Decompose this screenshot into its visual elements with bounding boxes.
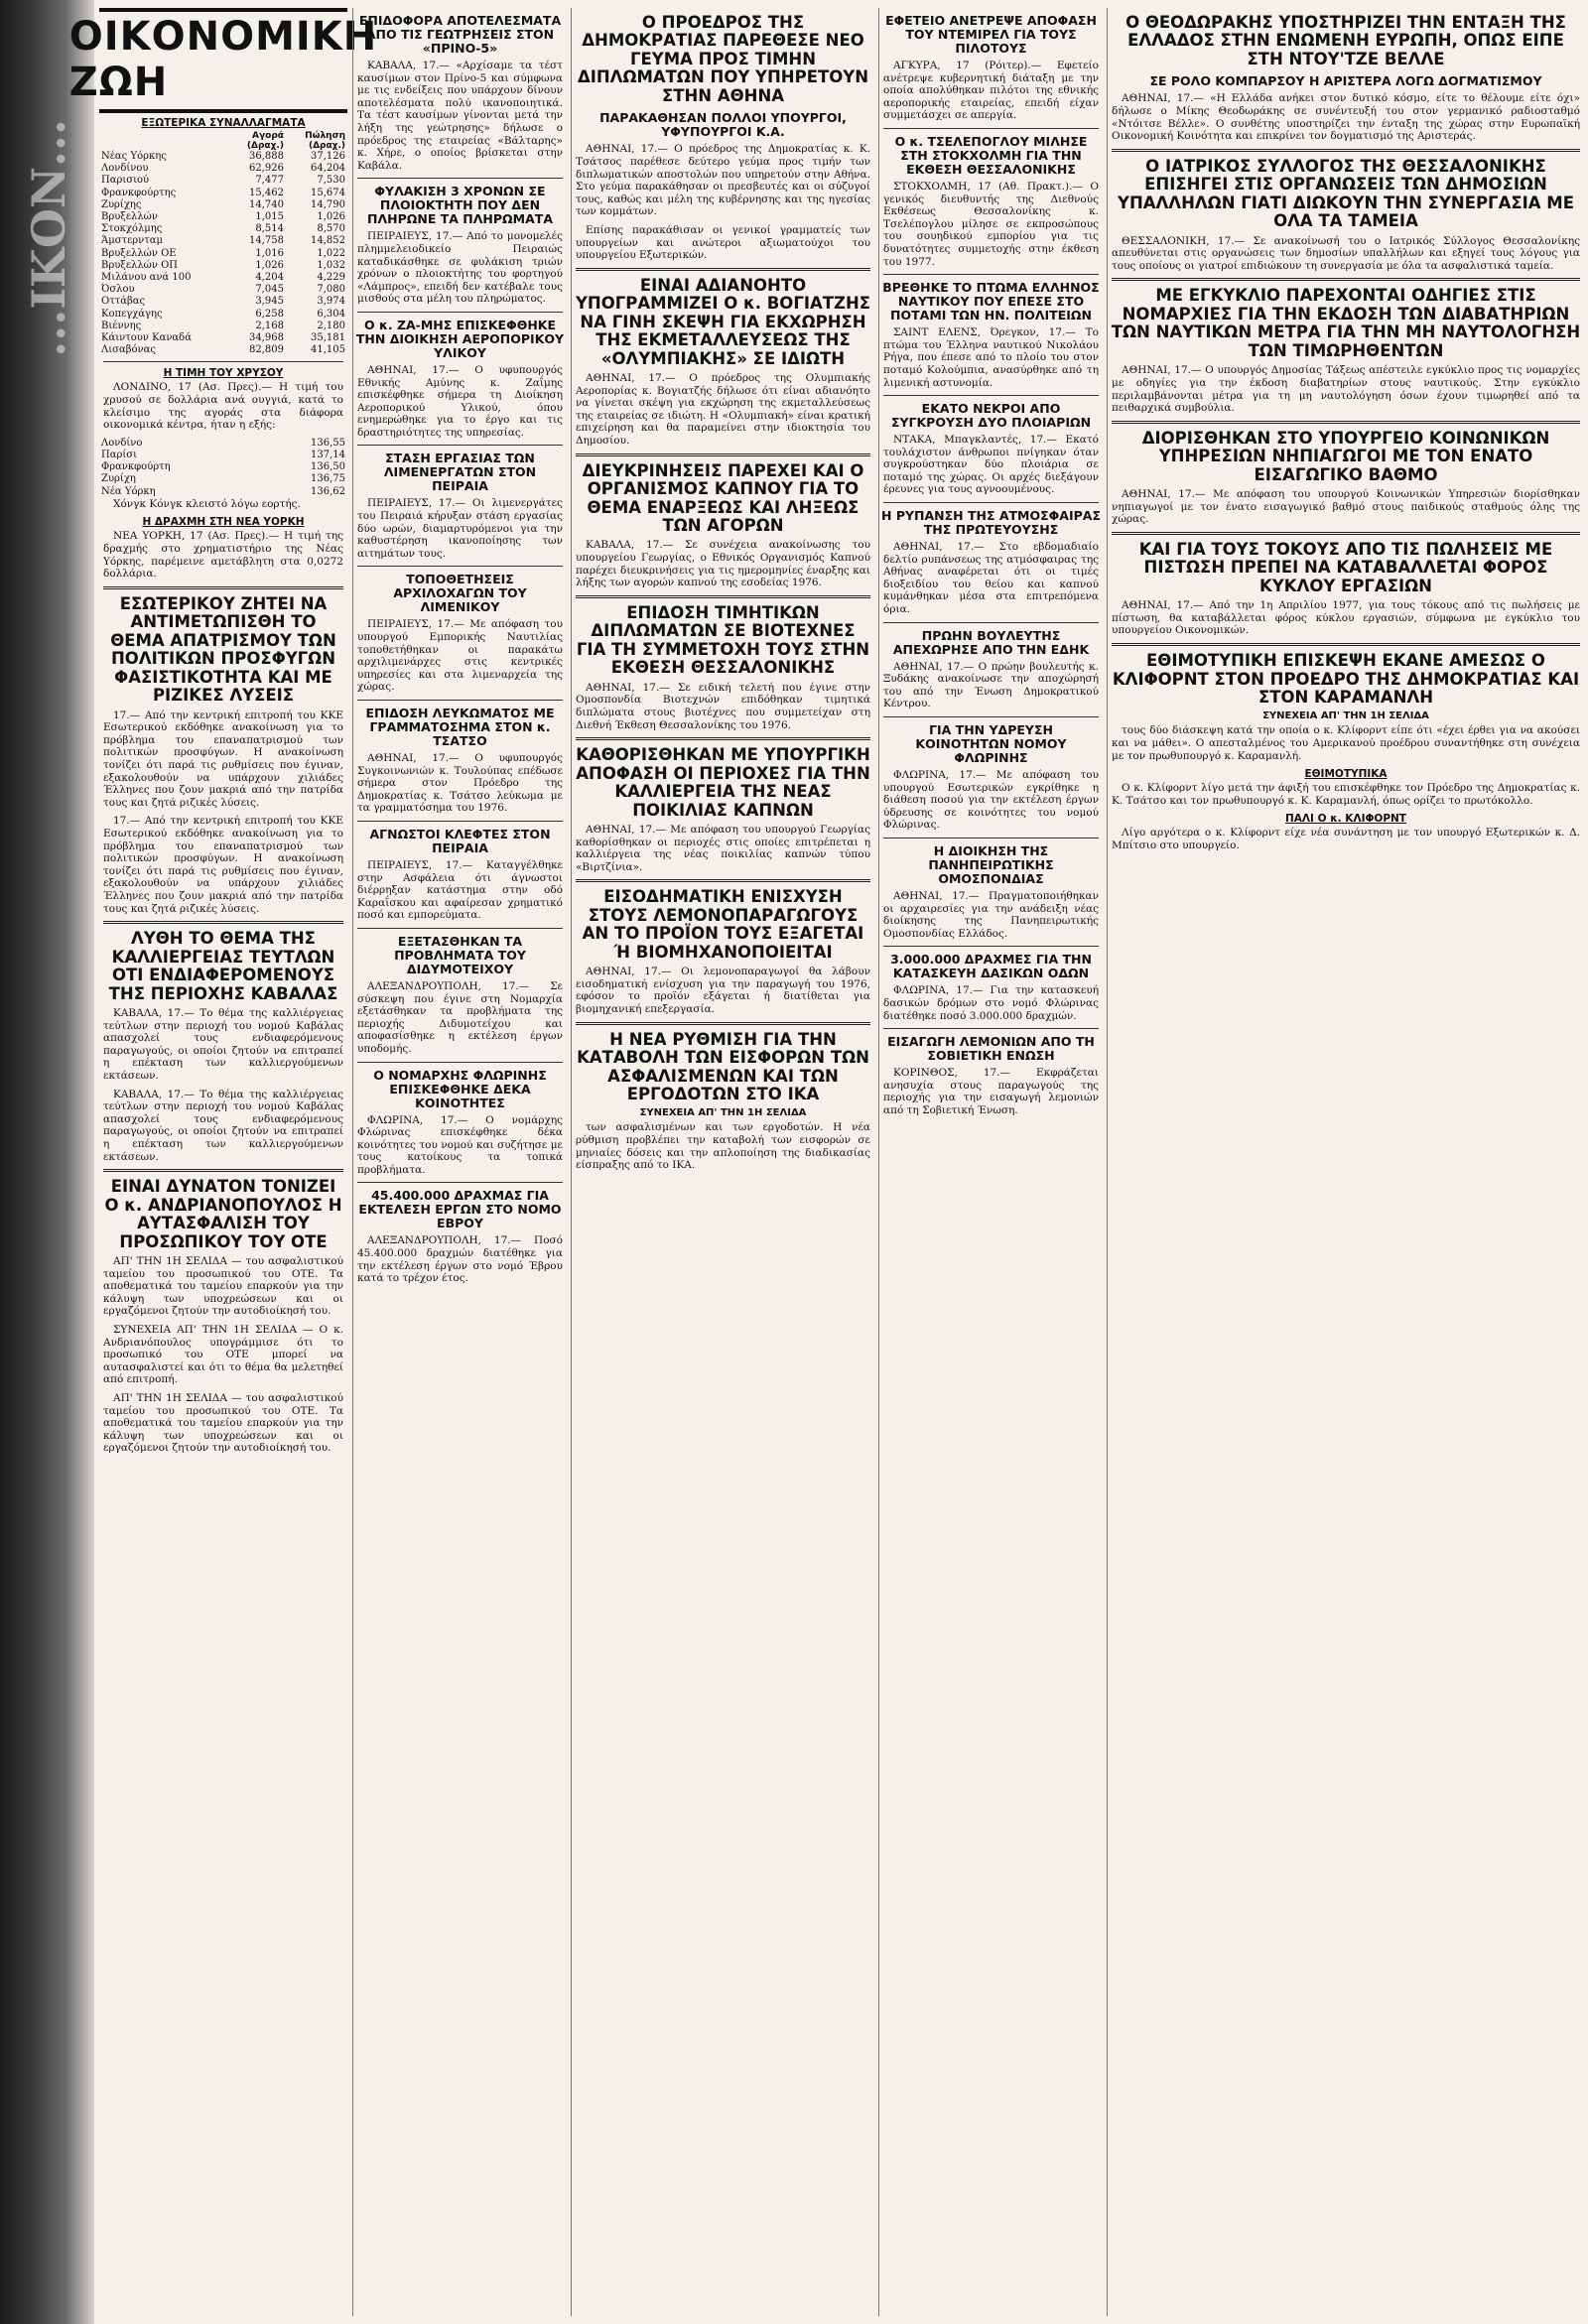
col4-headline-10: ΕΙΣΑΓΩΓΗ ΛΕΜΟΝΙΩΝ ΑΠΟ ΤΗ ΣΟΒΙΕΤΙΚΗ ΕΝΩΣΗ [887,1034,1095,1064]
exchange-row-cell: Κοπεγχάγης [101,308,163,320]
exchange-row-cell: Νέας Υόρκης [101,151,167,162]
col2-body-4: ΠΕΙΡΑΙΕΥΣ, 17.— Οι λιμενεργάτες του Πειραιά κήρυξαν στάση εργασίας δύο ωρών, διαμαρτυρόμενοι για την καθυστέρηση ικανοποίησης των αιτημάτων τους. [357,497,563,560]
gold-text: ΛΟΝΔΙΝΟ, 17 (Ασ. Πρες).— Η τιμή του χρυσού σε δολλάρια ανά ουγγιά, κατά το κλείσιμο της αγοράς στα διάφορα οικονομικά κέντρα, ήταν η εξής: [103,381,343,432]
col5-headline-3: ΜΕ ΕΓΚΥΚΛΙΟ ΠΑΡΕΧΟΝΤΑΙ ΟΔΗΓΙΕΣ ΣΤΙΣ ΝΟΜΑΡΧΙΕΣ ΓΙΑ ΤΗΝ ΕΚΔΟΣΗ ΤΩΝ ΔΙΑΒΑΤΗΡΙΩΝ ΤΩΝ ΝΑΥΤΙΚΩΝ ΜΕΤΡΑ ΓΙΑ ΤΗΝ ΜΗ ΝΑΥΤΟΛΟΓΗΣΗ ΤΩΝ ΤΙΜΩΡΗΘΕΝΤΩΝ [1111,286,1581,360]
col3-body-6: ΑΘΗΝΑΙ, 17.— Οι λεμονοπαραγωγοί θα λάβουν εισοδηματική ενίσχυση για την παραγωγή του 1976, εφόσον το προϊόν εξάγεται ή διατίθεται για βιομηχανική επεξεργασία. [576,966,870,1015]
col2-body-10: ΑΛΕΞΑΝΔΡΟΥΠΟΛΗ, 17.— Ποσό 45.400.000 δραχμών διατέθηκε για την εκτέλεση έργων στο νομό Έβρου κατά το τρέχον έτος. [357,1234,563,1285]
exchange-row-cell: 7,045 [255,284,284,296]
exchange-row-cell: 1,016 [255,247,284,259]
col2-headline-10: 45.400.000 ΔΡΑΧΜΑΣ ΓΙΑ ΕΚΤΕΛΕΣΗ ΕΡΓΩΝ ΣΤΟ ΝΟΜΟ ΕΒΡΟΥ [358,1188,562,1231]
col2-headline-9: Ο ΝΟΜΑΡΧΗΣ ΦΛΩΡΙΝΗΣ ΕΠΙΣΚΕΦΘΗΚΕ ΔΕΚΑ ΚΟΙΝΟΤΗΤΕΣ [373,1067,547,1110]
exchange-row [99,211,347,223]
col5-headline-2: Ο ΙΑΤΡΙΚΟΣ ΣΥΛΛΟΓΟΣ ΤΗΣ ΘΕΣΣΑΛΟΝΙΚΗΣ ΕΠΙΣΗΓΕΙ ΣΤΙΣ ΟΡΓΑΝΩΣΕΙΣ ΤΩΝ ΔΗΜΟΣΙΩΝ ΥΠΑΛΛΗΛΩΝ ΓΙΑΤΙ ΔΙΩΚΟΥΝ ΤΗΝ ΣΥΝΕΡΓΑΣΙΑ ΜΕ ΟΛΑ ΤΑ ΤΑΜΕΙΑ [1118,156,1574,231]
col3-body-1b: Επίσης παρακάθισαν οι γενικοί γραμματείς των υπουργείων και ανώτεροι αξιωματούχοι του υπουργείου Εξωτερικών. [576,223,870,262]
exchange-row [99,309,347,321]
masthead [68,8,378,113]
col2-body-1: ΚΑΒΑΛΑ, 17.— «Αρχίσαμε τα τέστ καυσίμων στον Πρίνο-5 και σύμφωνα με τις ενδείξεις που υπάρχουν δίνουν αποτελέσματα πολύ ικανοποιητικά. Τα τέστ καυσίμων γίνονται μετά την λήξη της γεώτρησης» δήλωσε ο πρόεδρος της εταιρείας «Βάλταρης» κ. Χήρε, ο οποίος βρίσκεται στην Καβάλα. [357,60,563,172]
gold-table [99,438,347,498]
col5-body-4: ΑΘΗΝΑΙ, 17.— Με απόφαση του υπουργού Κοινωνικών Υπηρεσιών διορίσθηκαν νηπιαγωγοί με τον ένατο εισαγωγικό βαθμό στους παιδικούς σταθμούς όλης της χώρας. [1112,488,1580,526]
left-body-3-cont: ΑΠ' ΤΗΝ 1Η ΣΕΛΙΔΑ — του ασφαλιστικού ταμείου του προσωπικού του ΟΤΕ. Τα αποθεματικά του ταμείου επαρκούν για την κάλυψη των υποχρεώσεων και οι εργαζόμενοι ζητούν την αυτοδιοίκησή του. [103,1391,343,1455]
col4-body-1: ΑΓΚΥΡΑ, 17 (Ρόιτερ).— Εφετείο ανέτρεψε κυβερνητική διάταξη με την οποία απολύθηκαν πιλότοι της εθνικής αεροπορικής εταιρείας, επειδή είχαν συμμετάσχει σε απεργία. [883,60,1099,122]
col4-body-10: ΚΟΡΙΝΘΟΣ, 17.— Εκφράζεται ανησυχία στους παραγωγούς της περιοχής για την εισαγωγή λεμονιών από τη Σοβιετική Ένωση. [883,1067,1099,1116]
left-body-2-cont: ΚΑΒΑΛΑ, 17.— Το θέμα της καλλιέργειας τεύτλων στην περιοχή του νομού Καβάλας απασχολεί τους ενδιαφερόμενους παραγωγούς, οι οποίοι ζητούν να επιτραπεί η επέκταση των καλλιεργούμενων εκτάσεων. [103,1088,343,1163]
gold-note: Χόνγκ Κόνγκ κλειστό λόγω εορτής. [113,497,301,510]
gold-row-cell: 136,50 [311,461,345,473]
gold-row-cell: 137,14 [311,450,345,461]
col3-body-4: ΑΘΗΝΑΙ, 17.— Σε ειδική τελετή που έγινε στην Ομοσπονδία Βιοτεχνών επιδόθηκαν τιμητικά διπλώματα στους βιοτέχνες που συμμετείχαν στη Διεθνή Έκθεση Θεσσαλονίκης του 1976. [576,681,870,731]
exchange-row-cell: 2,168 [255,320,284,331]
gold-row [99,450,347,461]
exchange-header: Πώληση [305,131,345,141]
col2-headline-5: ΤΟΠΟΘΕΤΗΣΕΙΣ ΑΡΧΙΛΟΧΑΓΩΝ ΤΟΥ ΛΙΜΕΝΙΚΟΥ [393,572,527,615]
column-1 [68,8,378,2316]
left-body-2: ΚΑΒΑΛΑ, 17.— Το θέμα της καλλιέργειας τεύτλων στην περιοχή του νομού Καβάλας απασχολεί τους ενδιαφερόμενους παραγωγούς, οι οποίοι ζητούν να επιτραπεί η επέκταση των καλλιεργούμενων εκτάσεων. [103,1007,343,1082]
left-headline-1: ΕΣΩΤΕΡΙΚΟΥ ΖΗΤΕΙ ΝΑ ΑΝΤΙΜΕΤΩΠΙΣΘΗ ΤΟ ΘΕΜΑ ΑΠΑΤΡΙΣΜΟΥ ΤΩΝ ΠΟΛΙΤΙΚΩΝ ΠΡΟΣΦΥΓΩΝ ΦΑΣΙΣΤΙΚΟΤΗΤΑ ΚΑΙ ΜΕ ΡΙΖΙΚΕΣ ΛΥΣΕΙΣ [110,593,336,706]
col2-body-5: ΠΕΙΡΑΙΕΥΣ, 17.— Με απόφαση του υπουργού Εμπορικής Ναυτιλίας τοποθετήθηκαν οι παρακάτω αρχιλιμενάρχες στις κεντρικές υπηρεσίες και στα λιμεναρχεία της χώρας. [357,618,563,694]
exchange-row-cell: Όσλου [101,284,135,296]
col5-body-6c: Λίγο αργότερα ο κ. Κλίφορντ είχε νέα συνάντηση με τον υπουργό Εξωτερικών κ. Δ. Μπίτσιο στο υπουργείο. [1112,827,1580,852]
drachma-title: Η ΔΡΑΧΜΗ ΣΤΗ ΝΕΑ ΥΟΡΚΗ [142,516,305,529]
col3-headline-4: ΕΠΙΔΟΣΗ ΤΙΜΗΤΙΚΩΝ ΔΙΠΛΩΜΑΤΩΝ ΣΕ ΒΙΟΤΕΧΝΕΣ ΓΙΑ ΤΗ ΣΥΜΜΕΤΟΧΗ ΤΟΥΣ ΣΤΗΝ ΕΚΘΕΣΗ ΘΕΣΣΑΛΟΝΙΚΗΣ [576,602,870,678]
gold-row-cell: Φρανκφούρτη [101,461,171,473]
exchange-row-cell: 4,204 [255,272,284,284]
binding-fragment: ...ΙΚΟΝ... [22,119,75,357]
col3-headline-1: Ο ΠΡΟΕΔΡΟΣ ΤΗΣ ΔΗΜΟΚΡΑΤΙΑΣ ΠΑΡΕΘΕΣΕ ΝΕΟ ΓΕΥΜΑ ΠΡΟΣ ΤΙΜΗΝ ΔΙΠΛΩΜΑΤΩΝ ΠΟΥ ΥΠΗΡΕΤΟΥΝ ΣΤΗΝ ΑΘΗΝΑ [577,13,869,105]
col5-body-6b: Ο κ. Κλίφορντ λίγο μετά την άφιξή του επισκέφθηκε τον Πρόεδρο της Δημοκρατίας κ. Κ. Τσάτσο και τον πρωθυπουργό κ. Κ. Καραμανλή, όπως ορίζει το πρωτόκολλο. [1112,782,1580,807]
col3-body-7: των ασφαλισμένων και των εργοδοτών. Η νέα ρύθμιση προβλέπει την καταβολή των εισφορών σε μηνιαίες δόσεις και την απλοποίηση της διαδικασίας είσπραξης από το ΙΚΑ. [576,1121,870,1172]
gold-row-cell: Παρίσι [101,450,138,461]
exchange-row [99,248,347,260]
col4-headline-3: ΒΡΕΘΗΚΕ ΤΟ ΠΤΩΜΑ ΕΛΛΗΝΟΣ ΝΑΥΤΙΚΟΥ ΠΟΥ ΕΠΕΣΕ ΣΤΟ ΠΟΤΑΜΙ ΤΩΝ ΗΝ. ΠΟΛΙΤΕΙΩΝ [882,280,1100,323]
exchange-row-cell: Λονδίνου [101,163,149,175]
exchange-row-cell: Βρυξελλών ΟΠ [101,259,179,271]
exchange-row-cell: Οττάβας [101,296,146,308]
exchange-row-cell: 1,015 [255,211,284,223]
exchange-row-cell: Λισαβόνας [101,344,156,356]
col5-body-6: τους δύο διάσκεψη κατά την οποία ο κ. Κλίφορντ είπε ότι «έχει έρθει για να ακούσει και να μάθει». Ο απεσταλμένος του Αμερικανού προέδρου συναντήθηκε στη συνέχεια με τον πρωθυπουργό κ. Καραμανλή. [1112,724,1580,762]
exchange-row-cell: 7,530 [317,175,345,187]
col3-headline-3: ΔΙΕΥΚΡΙΝΗΣΕΙΣ ΠΑΡΕΧΕΙ ΚΑΙ Ο ΟΡΓΑΝΙΣΜΟΣ ΚΑΠΝΟΥ ΓΙΑ ΤΟ ΘΕΜΑ ΕΝΑΡΞΕΩΣ ΚΑΙ ΛΗΞΕΩΣ ΤΩΝ ΑΓΟΡΩΝ [582,460,864,535]
exchange-row-cell: Άμστερνταμ [101,235,164,247]
column-4 [878,8,1103,2316]
col4-body-9: ΦΛΩΡΙΝΑ, 17.— Για την κατασκευή δασικών δρόμων στο νομό Φλώρινας διατέθηκε ποσό 3.000.000 δραχμών. [883,984,1099,1022]
exchange-row-cell: 3,945 [255,296,284,308]
left-body-1: 17.— Από την κεντρική επιτροπή του ΚΚΕ Εσωτερικού εκδόθηκε ανακοίνωση για το πρόβλημα του επαναπατρισμού των πολιτικών προσφύγων. Η ανακοίνωση τονίζει ότι παρά τις ρυθμίσεις που έγιναν, εξακολουθούν να υπάρχουν χιλιάδες Έλληνες που ζουν μακριά από την πατρίδα τους και ζητά ριζικές λύσεις. [103,709,343,809]
col5-label-6: ΕΘΙΜΟΤΥΠΙΚΑ [1304,768,1388,781]
col3-subheadline-1: ΠΑΡΑΚΑΘΗΣΑΝ ΠΟΛΛΟΙ ΥΠΟΥΡΓΟΙ, ΥΦΥΠΟΥΡΓΟΙ Κ.Α. [599,110,847,140]
exchange-row-cell: 41,105 [311,344,345,356]
exchange-row-cell: 8,514 [255,223,284,235]
exchange-row-cell: 1,026 [255,259,284,271]
col5-subheadline-1: ΣΕ ΡΟΛΟ ΚΟΜΠΑΡΣΟΥ Η ΑΡΙΣΤΕΡΑ ΛΟΓΩ ΔΟΓΜΑΤΙΣΜΟΥ [1149,73,1542,89]
exchange-row-cell: 1,022 [317,247,345,259]
exchange-row [99,332,347,344]
column-2 [352,8,567,2316]
col2-headline-3: Ο κ. ΖΑ-ΜΗΣ ΕΠΙΣΚΕΦΘΗΚΕ ΤΗΝ ΔΙΟΙΚΗΣΗ ΑΕΡΟΠΟΡΙΚΟΥ ΥΛΙΚΟΥ [355,317,565,360]
col4-body-5: ΑΘΗΝΑΙ, 17.— Στο εβδομαδιαίο δελτίο ρυπάνσεως της ατμόσφαιρας της Αθήνας αναφέρεται ότι οι τιμές διοξειδίου του θείου και καπνού κυμάνθηκαν μέσα στα επιτρεπόμενα όρια. [883,541,1099,616]
exchange-row-cell: 6,258 [255,308,284,320]
exchange-row-cell: Φρανκφούρτης [101,187,177,198]
exchange-row [99,284,347,296]
col2-body-8: ΑΛΕΞΑΝΔΡΟΥΠΟΛΗ, 17.— Σε σύσκεψη που έγινε στη Νομαρχία εξετάσθηκαν τα προβλήματα της περιοχής Διδυμοτείχου και αποφασίσθηκε η εκτέλεση έργων υποδομής. [357,979,563,1055]
gold-row [99,438,347,450]
col5-headline-1: Ο ΘΕΟΔΩΡΑΚΗΣ ΥΠΟΣΤΗΡΙΖΕΙ ΤΗΝ ΕΝΤΑΞΗ ΤΗΣ ΕΛΛΑΔΟΣ ΣΤΗΝ ΕΝΩΜΕΝΗ ΕΥΡΩΠΗ, ΟΠΩΣ ΕΙΠΕ ΣΤΗ ΝΤΟΥ'ΤΖΕ ΒΕΛΛΕ [1125,13,1566,68]
exchange-row-cell: 82,809 [248,344,284,356]
exchange-row-cell: 7,080 [317,284,345,296]
column-5 [1107,8,1584,2316]
exchange-row-cell: Κάιντουν Καναδά [101,332,192,344]
exchange-row-cell: 64,204 [311,163,345,175]
col4-headline-5: Η ΡΥΠΑΝΣΗ ΤΗΣ ΑΤΜΟΣΦΑΙΡΑΣ ΤΗΣ ΠΡΩΤΕΥΟΥΣΗΣ [881,508,1101,538]
col4-headline-4: ΕΚΑΤΟ ΝΕΚΡΟΙ ΑΠΟ ΣΥΓΚΡΟΥΣΗ ΔΥΟ ΠΛΟΙΑΡΙΩΝ [890,401,1092,431]
exchange-row [99,199,347,211]
left-headline-2: ΛΥΘΗ ΤΟ ΘΕΜΑ ΤΗΣ ΚΑΛΛΙΕΡΓΕΙΑΣ ΤΕΥΤΛΩΝ ΟΤΙ ΕΝΔΙΑΦΕΡΟΜΕΝΟΥΣ ΤΗΣ ΠΕΡΙΟΧΗΣ ΚΑΒΑΛΑΣ [108,929,338,1003]
gold-row-cell: Νέα Υόρκη [101,485,156,497]
col5-body-1: ΑΘΗΝΑΙ, 17.— «Η Ελλάδα ανήκει στον δυτικό κόσμο, είτε το θέλουμε είτε όχι» δήλωσε ο Μίκης Θεοδωράκης σε συνέντευξή του στον γερμανικό ραδιοσταθμό «Ντόιτσε Βέλλε». Ο συνθέτης υποστηρίζει την ένταξη της χώρας στην Ευρωπαϊκή Οικονομική Κοινότητα και επικρίνει τον δογματισμό της Αριστεράς. [1112,92,1580,143]
gold-row [99,461,347,473]
gold-row [99,486,347,498]
col4-headline-7: ΓΙΑ ΤΗΝ ΥΔΡΕΥΣΗ ΚΟΙΝΟΤΗΤΩΝ ΝΟΜΟΥ ΦΛΩΡΙΝΗΣ [915,722,1067,765]
gold-row-cell: Λονδίνο [101,437,143,449]
masthead-title: ΟΙΚΟΝΟΜΙΚΗ ΖΩΗ [68,14,378,105]
exchange-subheader: (Δραχ.) [308,141,345,151]
col3-headline-5: ΚΑΘΟΡΙΣΘΗΚΑΝ ΜΕ ΥΠΟΥΡΓΙΚΗ ΑΠΟΦΑΣΗ ΟΙ ΠΕΡΙΟΧΕΣ ΓΙΑ ΤΗΝ ΚΑΛΛΙΕΡΓΕΙΑ ΤΗΣ ΝΕΑΣ ΠΟΙΚΙΛΙΑΣ ΚΑΠΝΩΝ [576,745,870,820]
exchange-header [99,131,229,141]
col5-headline-5: ΚΑΙ ΓΙΑ ΤΟΥΣ ΤΟΚΟΥΣ ΑΠΟ ΤΙΣ ΠΩΛΗΣΕΙΣ ΜΕ ΠΙΣΤΩΣΗ ΠΡΕΠΕΙ ΝΑ ΚΑΤΑΒΑΛΛΕΤΑΙ ΦΟΡΟΣ ΚΥΚΛΟΥ ΕΡΓΑΣΙΩΝ [1138,539,1553,595]
col2-headline-1: ΕΠΙΔΟΦΟΡΑ ΑΠΟΤΕΛΕΣΜΑΤΑ ΑΠΟ ΤΙΣ ΓΕΩΤΡΗΣΕΙΣ ΣΤΟΝ «ΠΡΙΝΟ-5» [358,13,562,56]
left-headline-3: ΕΙΝΑΙ ΔΥΝΑΤΟΝ ΤΟΝΙΖΕΙ Ο κ. ΑΝΔΡΙΑΝΟΠΟΥΛΟΣ Η ΑΥΤΑΣΦΑΛΙΣΗ ΤΟΥ ΠΡΟΣΩΠΙΚΟΥ ΤΟΥ ΟΤΕ [104,1177,342,1251]
exchange-row [99,151,347,163]
col2-headline-8: ΕΞΕΤΑΣΘΗΚΑΝ ΤΑ ΠΡΟΒΛΗΜΑΤΑ ΤΟΥ ΔΙΔΥΜΟΤΕΙΧΟΥ [394,933,526,976]
exchange-row-cell: 8,570 [317,223,345,235]
left-body-1-cont: 17.— Από την κεντρική επιτροπή του ΚΚΕ Εσωτερικού εκδόθηκε ανακοίνωση για το πρόβλημα του επαναπατρισμού των πολιτικών προσφύγων. Η ανακοίνωση τονίζει ότι παρά τις ρυθμίσεις που έγιναν, εξακολουθούν να υπάρχουν χιλιάδες Έλληνες που ζουν μακριά από την πατρίδα τους και ζητά ριζικές λύσεις. [103,815,343,915]
gold-row-cell: 136,75 [311,473,345,485]
exchange-title: ΕΞΩΤΕΡΙΚΑ ΣΥΝΑΛΛΑΓΜΑΤΑ [141,117,306,129]
gold-title: Η ΤΙΜΗ ΤΟΥ ΧΡΥΣΟΥ [163,367,284,380]
column-3 [571,8,874,2316]
exchange-row-cell: 1,026 [317,211,345,223]
exchange-row-cell: Ζυρίχης [101,198,142,210]
col5-body-2: ΘΕΣΣΑΛΟΝΙΚΗ, 17.— Σε ανακοίνωσή του ο Ιατρικός Σύλλογος Θεσσαλονίκης απευθύνεται στις οργανώσεις των δημοσίων υπαλλήλων και εξηγεί τους λόγους για τους οποίους οι γιατροί επιδιώκουν τη συνεργασία με όλα τα ασφαλιστικά ταμεία. [1112,234,1580,272]
col2-body-3: ΑΘΗΝΑΙ, 17.— Ο υφυπουργός Εθνικής Αμύνης κ. Ζαΐμης επισκέφθηκε σήμερα τη Διοίκηση Αεροπορικού Υλικού, όπου ενημερώθηκε για το έργο και τις δραστηριότητες της υπηρεσίας. [357,363,563,439]
exchange-row-cell: 36,888 [248,151,284,162]
gold-row-cell: 136,62 [311,485,345,497]
col4-body-2: ΣΤΟΚΧΟΛΜΗ, 17 (Αθ. Πρακτ.).— Ο γενικός διευθυντής της Διεθνούς Εκθέσεως Θεσσαλονίκης κ. Τσελέπογλου μίλησε σε εκπροσώπους του σουηδικού εμπορίου για τις δυνατότητες συμμετοχής στην έκθεση του 1977. [883,180,1099,268]
col5-headline-4: ΔΙΟΡΙΣΘΗΚΑΝ ΣΤΟ ΥΠΟΥΡΓΕΙΟ ΚΟΙΝΩΝΙΚΩΝ ΥΠΗΡΕΣΙΩΝ ΝΗΠΙΑΓΩΓΟΙ ΜΕ ΤΟΝ ΕΝΑΤΟ ΕΙΣΑΓΩΓΙΚΟ ΒΑΘΜΟ [1141,428,1550,484]
col2-body-2: ΠΕΙΡΑΙΕΥΣ, 17.— Από το μονομελές πλημμελειοδικείο Πειραιώς καταδικάσθηκε σε φυλάκιση τριών χρόνων ο πλοιοκτήτης του φορτηγού «Λάμπρος», επειδή δεν κατέβαλε τους μισθούς στα μέλη του πληρώματος. [357,230,563,306]
exchange-row-cell: Βρυξελλών [101,211,158,223]
exchange-row [99,188,347,199]
col2-body-6: ΑΘΗΝΑΙ, 17.— Ο υφυπουργός Συγκοινωνιών κ. Τουλούπας επέδωσε σήμερα στον Πρόεδρο της Δημοκρατίας κ. Τσάτσο λεύκωμα με τα γραμματόσημα του 1976. [357,752,563,815]
exchange-row-cell: 2,180 [317,320,345,331]
exchange-row-cell: 14,790 [311,198,345,210]
col3-body-5: ΑΘΗΝΑΙ, 17.— Με απόφαση του υπουργού Γεωργίας καθορίσθηκαν οι περιοχές στις οποίες επιτρέπεται η καλλιέργεια της νέας ποικιλίας καπνών τύπου «Βιρτζίνια». [576,823,870,873]
col4-headline-8: Η ΔΙΟΙΚΗΣΗ ΤΗΣ ΠΑΝΗΠΕΙΡΩΤΙΚΗΣ ΟΜΟΣΠΟΝΔΙΑΣ [928,842,1054,886]
exchange-row-cell: 7,477 [255,175,284,187]
exchange-row-cell: Παρισιού [101,175,150,187]
col4-body-4: ΝΤΑΚΑ, Μπαγκλαντές, 17.— Εκατό τουλάχιστον άνθρωποι πνίγηκαν όταν συγκρούστηκαν δύο πλοιάρια σε ποταμό της χώρας. Οι αρχές διεξάγουν έρευνες για τους αγνοουμένους. [883,434,1099,496]
col5-subheadline-6: ΣΥΝΕΧΕΙΑ ΑΠ' ΤΗΝ 1Η ΣΕΛΙΔΑ [1262,710,1429,722]
exchange-row [99,296,347,308]
binding-edge [0,0,94,2324]
gold-rows [99,438,347,498]
exchange-row-cell: 62,926 [248,163,284,175]
col2-headline-2: ΦΥΛΑΚΙΣΗ 3 ΧΡΟΝΩΝ ΣΕ ΠΛΟΙΟΚΤΗΤΗ ΠΟΥ ΔΕΝ ΠΛΗΡΩΝΕ ΤΑ ΠΛΗΡΩΜΑΤΑ [367,184,553,227]
col4-body-6: ΑΘΗΝΑΙ, 17.— Ο πρώην βουλευτής κ. Ξυδάκης ανακοίνωσε την αποχώρησή του από την Ένωση Δημοκρατικού Κέντρου. [883,660,1099,710]
exchange-row-cell: 6,304 [317,308,345,320]
exchange-row-cell: 15,674 [311,187,345,198]
exchange-header: Αγορά [252,131,284,141]
left-body-3: ΑΠ' ΤΗΝ 1Η ΣΕΛΙΔΑ — του ασφαλιστικού ταμείου του προσωπικού του ΟΤΕ. Τα αποθεματικά του ταμείου επαρκούν για την κάλυψη των υποχρεώσεων και οι εργαζόμενοι ζητούν την αυτοδιοίκησή του. [103,1255,343,1318]
col4-body-7: ΦΛΩΡΙΝΑ, 17.— Με απόφαση του υπουργού Εσωτερικών εγκρίθηκε η διάθεση ποσού για την εκτέλεση έργων ύδρευσης σε κοινότητες του νομού Φλώρινας. [883,769,1099,832]
exchange-row-cell: 3,974 [317,296,345,308]
exchange-row [99,163,347,175]
exchange-row-cell: Βρυξελλών ΟΕ [101,247,177,259]
exchange-row [99,223,347,235]
col5-body-5: ΑΘΗΝΑΙ, 17.— Από την 1η Απριλίου 1977, για τους τόκους από τις πωλήσεις με πίστωση, θα καταβάλλεται φόρος κύκλου εργασιών, σύμφωνα με εγκύκλιο του υπουργείου Οικονομικών. [1112,599,1580,637]
col2-headline-7: ΑΓΝΩΣΤΟΙ ΚΛΕΦΤΕΣ ΣΤΟΝ ΠΕΙΡΑΙΑ [369,826,551,855]
col5-headline-6: ΕΘΙΜΟΤΥΠΙΚΗ ΕΠΙΣΚΕΨΗ ΕΚΑΝΕ ΑΜΕΣΩΣ Ο ΚΛΙΦΟΡΝΤ ΣΤΟΝ ΠΡΟΕΔΡΟ ΤΗΣ ΔΗΜΟΚΡΑΤΙΑΣ ΚΑΙ ΣΤΟΝ ΚΑΡΑΜΑΝΛΗ [1112,651,1580,707]
col4-body-3: ΣΑΙΝΤ ΕΛΕΝΣ, Όρεγκον, 17.— Το πτώμα του Έλληνα ναυτικού Νικολάου Ρήγα, που έπεσε από το πλοίο του στον ποταμό Κολούμπια, ανασύρθηκε από τη λιμενική αστυνομία. [883,326,1099,389]
col2-headline-6: ΕΠΙΔΟΣΗ ΛΕΥΚΩΜΑΤΟΣ ΜΕ ΓΡΑΜΜΑΤΟΣΗΜΑ ΣΤΟΝ κ. ΤΣΑΤΣΟ [365,706,555,748]
col4-headline-1: ΕΦΕΤΕΙΟ ΑΝΕΤΡΕΨΕ ΑΠΟΦΑΣΗ ΤΟΥ ΝΤΕΜΙΡΕΛ ΓΙΑ ΤΟΥΣ ΠΙΛΟΤΟΥΣ [885,13,1097,56]
exchange-subheader [99,141,229,151]
exchange-table [99,131,347,356]
exchange-row-cell: 34,968 [248,332,284,344]
col3-subheadline-7: ΣΥΝΕΧΕΙΑ ΑΠ' ΤΗΝ 1Η ΣΕΛΙΔΑ [639,1107,807,1119]
col4-headline-6: ΠΡΩΗΝ ΒΟΥΛΕΥΤΗΣ ΑΠΕΧΩΡΗΣΕ ΑΠΟ ΤΗΝ ΕΔΗΚ [892,627,1090,657]
exchange-row [99,344,347,356]
exchange-row [99,321,347,332]
col3-body-2: ΑΘΗΝΑΙ, 17.— Ο πρόεδρος της Ολυμπιακής Αεροπορίας κ. Βογιατζής δήλωσε ότι είναι αδιανόητο να γίνεται σκέψη για εκχώρηση της εκμεταλλεύσεως της εταιρείας σε ιδιώτη. Η «Ολυμπιακή» είναι κρατική επιχείρηση και θα παραμείνει στην ιδιοκτησία του Δημοσίου. [576,372,870,447]
exchange-row-cell: 4,229 [317,272,345,284]
exchange-row-cell: 14,758 [248,235,284,247]
exchange-row-cell: Στοκχόλμης [101,223,163,235]
col4-body-8: ΑΘΗΝΑΙ, 17.— Πραγματοποιήθηκαν οι αρχαιρεσίες για την ανάδειξη νέας διοίκησης της Πανηπειρωτικής Ομοσπονδίας Ελλάδος. [883,889,1099,940]
exchange-row [99,272,347,284]
gold-row-cell: 136,55 [311,437,345,449]
col3-headline-7: Η ΝΕΑ ΡΥΘΜΙΣΗ ΓΙΑ ΤΗΝ ΚΑΤΑΒΟΛΗ ΤΩΝ ΕΙΣΦΟΡΩΝ ΤΩΝ ΑΣΦΑΛΙΣΜΕΝΩΝ ΚΑΙ ΤΩΝ ΕΡΓΟΔΟΤΩΝ ΣΤΟ ΙΚΑ [577,1029,869,1103]
col3-body-1: ΑΘΗΝΑΙ, 17.— Ο πρόεδρος της Δημοκρατίας κ. Κ. Τσάτσος παρέθεσε δεύτερο γεύμα προς τιμήν των διπλωματικών αποστολών που υπηρετούν στην Αθήνα. Στο γεύμα παρακάθησαν οι πρεσβευτές και οι σύζυγοί τους, καθώς και μέλη της κυβέρνησης και της ηγεσίας των κομμάτων. [576,143,870,218]
col3-body-3: ΚΑΒΑΛΑ, 17.— Σε συνέχεια ανακοίνωσης του υπουργείου Γεωργίας, ο Εθνικός Οργανισμός Καπνού παρέχει διευκρινήσεις για τις ημερομηνίες έναρξης και λήξης των αγορών καπνού της εσοδείας 1976. [576,539,870,589]
col5-body-3: ΑΘΗΝΑΙ, 17.— Ο υπουργός Δημοσίας Τάξεως απέστειλε εγκύκλιο προς τις νομαρχίες με οδηγίες για την έκδοση διαβατηρίων στους ναυτικούς. Στην εγκύκλιο περιλαμβάνονται μέτρα για τη μη ναυτολόγηση όσων έχουν τιμωρηθεί από τα πειθαρχικά συμβούλια. [1112,364,1580,415]
col2-headline-4: ΣΤΑΣΗ ΕΡΓΑΣΙΑΣ ΤΩΝ ΛΙΜΕΝΕΡΓΑΤΩΝ ΣΤΟΝ ΠΕΙΡΑΙΑ [383,451,537,494]
exchange-row-cell: 14,852 [311,235,345,247]
exchange-subheader: (Δραχ.) [246,141,284,151]
exchange-row [99,175,347,187]
exchange-row-cell: Βιέννης [101,320,142,331]
exchange-row-cell: 15,462 [248,187,284,198]
exchange-row-cell: 14,740 [248,198,284,210]
drachma-text: ΝΕΑ ΥΟΡΚΗ, 17 (Ασ. Πρες).— Η τιμή της δραχμής στο χρηματιστήριο της Νέας Υόρκης, παρέμεινε αμετάβλητη στα 0,0272 δολλάρια. [103,530,343,581]
exchange-row [99,260,347,272]
exchange-row [99,235,347,247]
exchange-row-cell: 37,126 [311,151,345,162]
col4-headline-2: Ο κ. ΤΣΕΛΕΠΟΓΛΟΥ ΜΙΛΗΣΕ ΣΤΗ ΣΤΟΚΧΟΛΜΗ ΓΙΑ ΤΗΝ ΕΚΘΕΣΗ ΘΕΣΣΑΛΟΝΙΚΗΣ [894,133,1088,177]
exchange-row-cell: 1,032 [317,259,345,271]
col3-headline-2: ΕΙΝΑΙ ΑΔΙΑΝΟΗΤΟ ΥΠΟΓΡΑΜΜΙΖΕΙ Ο κ. ΒΟΓΙΑΤΖΗΣ ΝΑ ΓΙΝΗ ΣΚΕΨΗ ΓΙΑ ΕΚΧΩΡΗΣΗ ΤΗΣ ΕΚΜΕΤΑΛΛΕΥΣΕΩΣ ΤΗΣ «ΟΛΥΜΠΙΑΚΗΣ» ΣΕ ΙΔΙΩΤΗ [575,275,871,368]
col4-headline-9: 3.000.000 ΔΡΑΧΜΕΣ ΓΙΑ ΤΗΝ ΚΑΤΑΣΚΕΥΗ ΔΑΣΙΚΩΝ ΟΔΩΝ [890,952,1092,981]
col3-headline-6: ΕΙΣΟΔΗΜΑΤΙΚΗ ΕΝΙΣΧΥΣΗ ΣΤΟΥΣ ΛΕΜΟΝΟΠΑΡΑΓΩΓΟΥΣ ΑΝ ΤΟ ΠΡΟΪΟΝ ΤΟΥΣ ΕΞΑΓΕΤΑΙ Ή ΒΙΟΜΗΧΑΝΟΠΟΙΕΙΤΑΙ [582,887,864,962]
col2-body-7: ΠΕΙΡΑΙΕΥΣ, 17.— Καταγγέλθηκε στην Ασφάλεια ότι άγνωστοι διέρρηξαν κατάστημα στην οδό Καραΐσκου και αφαίρεσαν χρηματικό ποσό και εμπορεύματα. [357,858,563,922]
exchange-rows [99,151,347,356]
exchange-row-cell: Μιλάνου ανά 100 [101,272,192,284]
col5-label-6b: ΠΑΛΙ Ο κ. ΚΛΙΦΟΡΝΤ [1285,813,1406,826]
gold-row [99,473,347,485]
left-body-4: ΣΥΝΕΧΕΙΑ ΑΠ' ΤΗΝ 1Η ΣΕΛΙΔΑ — Ο κ. Ανδριανόπουλος υπογράμμισε ότι το προσωπικό του ΟΤΕ μπορεί να αυτασφαλιστεί και ότι το θέμα θα μελετηθεί από επιτροπή. [103,1323,343,1386]
exchange-row-cell: 35,181 [311,332,345,344]
gold-row-cell: Ζυρίχη [101,473,136,485]
col2-body-9: ΦΛΩΡΙΝΑ, 17.— Ο νομάρχης Φλώρινας επισκέφθηκε δέκα κοινότητες του νομού και συζήτησε με τους κατοίκους τα τοπικά προβλήματα. [357,1113,563,1176]
